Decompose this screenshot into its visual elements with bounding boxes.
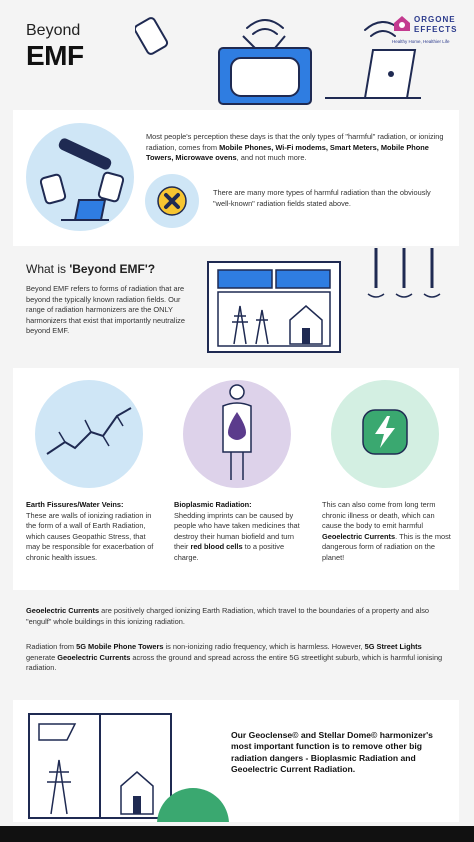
person-icon: [211, 382, 263, 486]
geo-p2-a: Radiation from: [26, 642, 77, 651]
wifi-icon: [247, 20, 283, 34]
column-fissures-body: These are walls of ionizing radiation in the form of a wall of Earth Radiation, which causes Geopathic Stress, that may be responsible for exacerbation of chronic health issues.: [26, 510, 154, 562]
lightning-icon: [361, 408, 409, 456]
devices-illustration: [35, 130, 135, 230]
bioplasmic-body-c: to a positive charge.: [174, 542, 285, 562]
intro-card: [13, 110, 459, 246]
phone-icon: [135, 17, 169, 56]
geo-p2-f: Geoelectric Currents: [57, 652, 131, 662]
what-is-heading-a: What is: [26, 262, 70, 276]
geo-paragraph-2: [26, 642, 450, 674]
geo-p2-b: 5G Mobile Phone Towers: [76, 642, 164, 651]
what-is-heading-b: 'Beyond EMF'?: [69, 262, 156, 276]
window-illustration: [206, 260, 342, 354]
warning-x-icon: [157, 186, 187, 216]
bioplasmic-body-a: Shedding imprints can be caused by people who have taken medicines that destroy their human biofield and turn their: [174, 510, 300, 552]
logo-name-1: ORGONE: [414, 15, 456, 24]
logo-name-2: EFFECTS: [414, 25, 458, 34]
intro-text-c: , and not much more.: [236, 153, 307, 163]
ground-crack-icon: [45, 402, 133, 462]
geo-p1-a: Geoelectric Currents: [26, 606, 100, 615]
column-bioplasmic: [174, 500, 304, 564]
column-geoelectric: [322, 500, 452, 564]
geo-paragraph-1: [26, 606, 450, 627]
tv-icon: [219, 36, 311, 104]
column-fissures: [26, 500, 156, 564]
streetlight-icon: [360, 248, 450, 304]
header-illustration: [135, 12, 425, 110]
types-card: [13, 368, 459, 590]
column-bioplasmic-body: [174, 511, 304, 564]
window-scene-illustration: [25, 710, 175, 822]
intro-text-a: Most people's perception these days is that the only types of "harmful" radiation, or ionizing radiation, comes from: [146, 132, 444, 152]
geoelectric-body-b: Geoelectric Currents: [322, 531, 396, 541]
geoelectric-body-a: This can also come from long term chronic illness or death, which can cause the body to emit harmful: [322, 500, 436, 531]
footer-text: Our Geoclense© and Stellar Dome© harmonizer's most important function is to remove other big radiation dangers - Bioplasmic Radiation and Geoelectric Current Radiation.: [231, 730, 433, 775]
laptop-icon: [325, 50, 421, 98]
title-line-2: EMF: [26, 40, 84, 71]
column-bioplasmic-title: Bioplasmic Radiation:: [174, 500, 252, 509]
geo-p2-c: is non-ionizing radio frequency, which is harmless. However,: [163, 642, 365, 651]
what-is-heading: [26, 262, 155, 276]
footer-card: [13, 700, 459, 822]
geoelectric-body-c: . This is the most dangerous form of radiation on the planet!: [322, 531, 451, 562]
house-logo-icon: [392, 14, 412, 32]
geo-p2-e: generate: [26, 652, 58, 662]
intro-text-devices: Mobile Phones, Wi-Fi modems, Smart Meters, Mobile Phone Towers, Microwave ovens: [146, 142, 429, 163]
logo-tagline: Healthy Home, Healthier Life: [392, 39, 450, 44]
what-is-body: Beyond EMF refers to forms of radiation that are beyond the typically known radiation fields. Our range of radiation harmonizers are the ONLY harmonizers that exist that importantly neutralize beyond EMF.: [26, 284, 185, 336]
geo-p2-g: across the ground and spread across the entire 5G streetlight suburb, which is harmful ionising radiation.: [26, 652, 443, 673]
intro-paragraph-1: [146, 132, 446, 164]
bottom-bar: [0, 826, 474, 842]
page-title: [26, 22, 84, 72]
geo-p2-d: 5G Street Lights: [364, 642, 422, 651]
title-line-1: Beyond: [26, 22, 81, 39]
intro-paragraph-2: There are many more types of harmful radiation than the obviously "well-known" radiation fields stated above.: [213, 188, 431, 208]
bioplasmic-body-b: red blood cells: [190, 542, 243, 552]
geo-p1-b: are positively charged ionizing Earth Radiation, which travel to the boundaries of a property and also "engulf" whole buildings in this ionizing radiation.: [26, 606, 430, 626]
column-fissures-title: Earth Fissures/Water Veins:: [26, 500, 124, 509]
